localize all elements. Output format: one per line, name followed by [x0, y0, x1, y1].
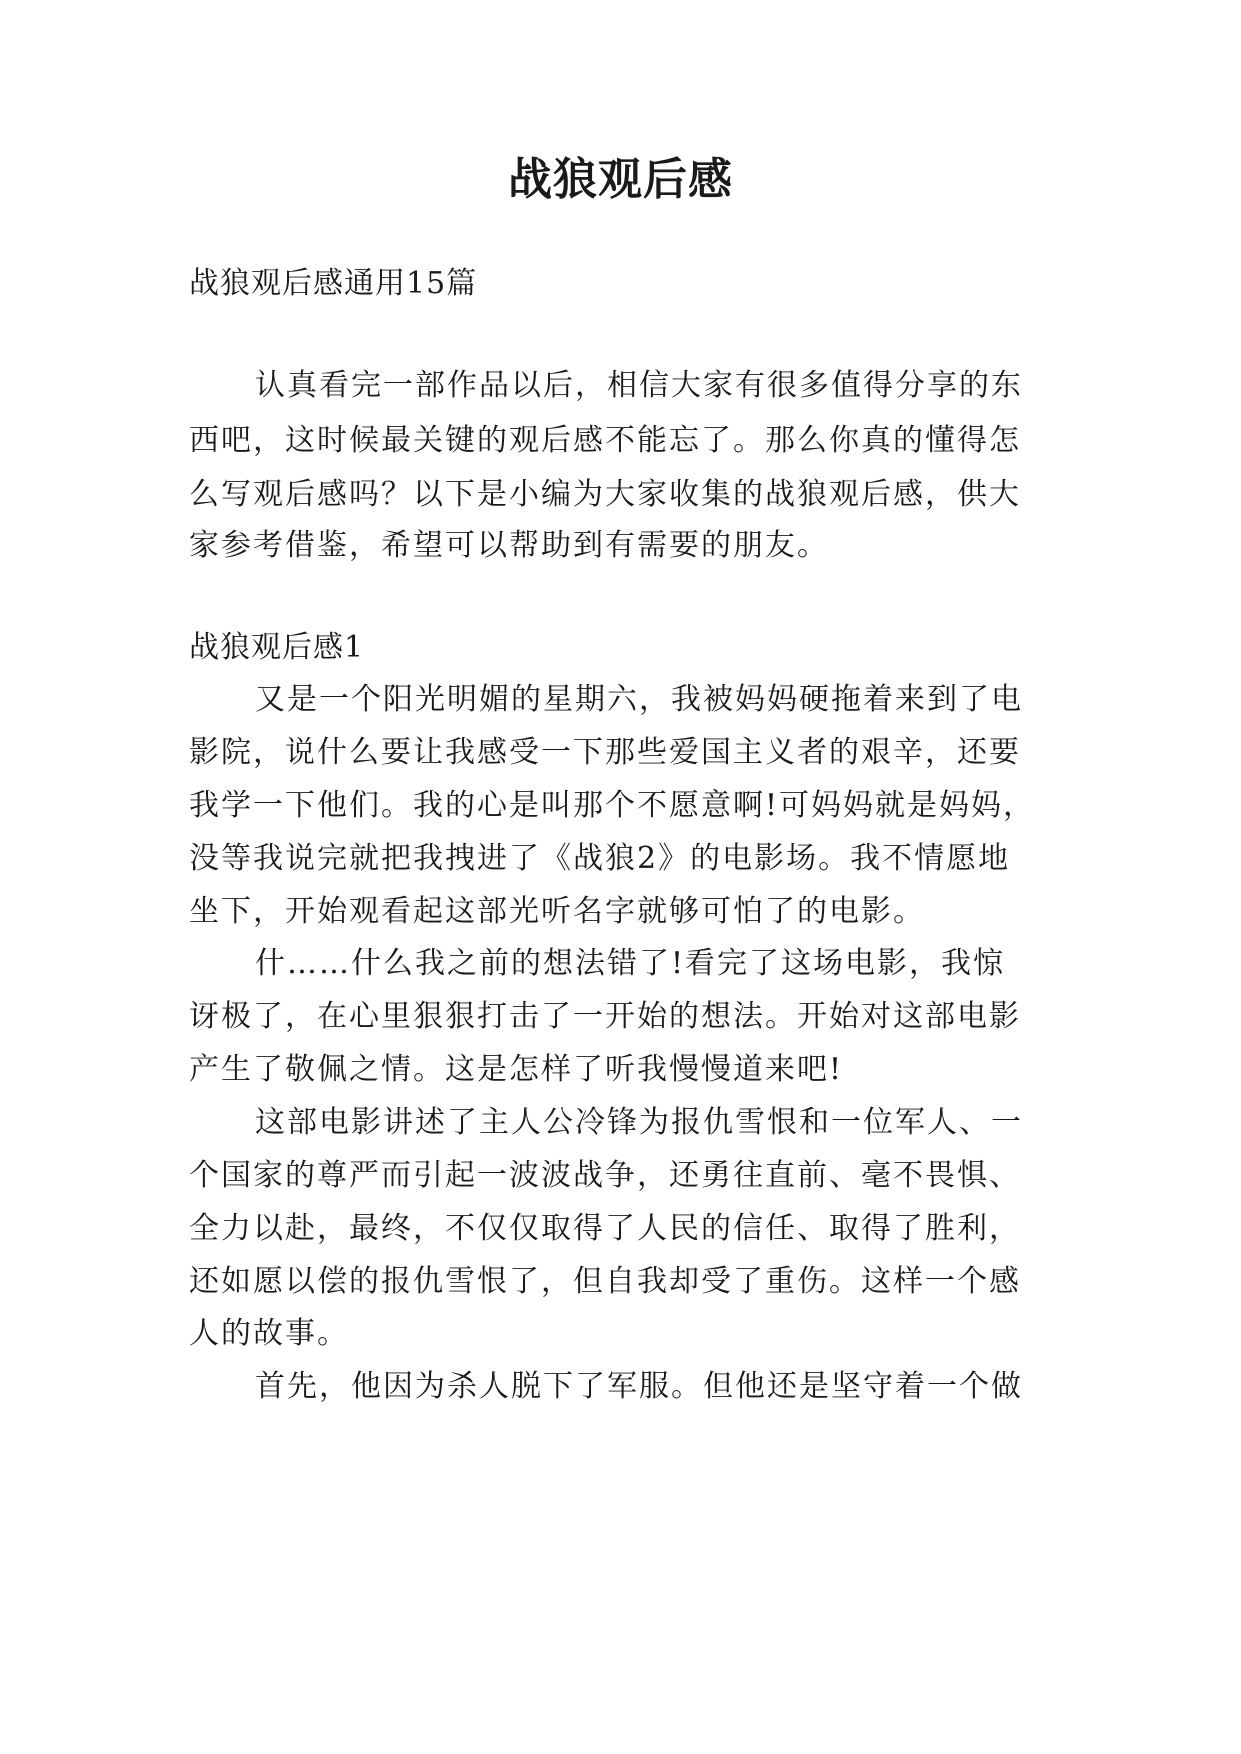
- body-line: 影院，说什么要让我感受一下那些爱国主义者的艰辛，还要: [189, 735, 1021, 770]
- body-line: 又是一个阳光明媚的星期六，我被妈妈硬拖着来到了电: [255, 682, 1023, 717]
- intro-line: 么写观后感吗？以下是小编为大家收集的战狼观后感，供大: [189, 477, 1021, 512]
- body-line: 什……什么我之前的想法错了!看完了这场电影，我惊: [255, 946, 1006, 981]
- body-line: 个国家的尊严而引起一波波战争，还勇往直前、毫不畏惧、: [189, 1158, 1021, 1193]
- intro-line: 家参考借鉴，希望可以帮助到有需要的朋友。: [189, 528, 829, 563]
- body-line: 全力以赴，最终，不仅仅取得了人民的信任、取得了胜利，: [189, 1211, 1021, 1246]
- intro-line: 西吧，这时候最关键的观后感不能忘了。那么你真的懂得怎: [189, 423, 1021, 458]
- intro-line: 认真看完一部作品以后，相信大家有很多值得分享的东: [255, 368, 1023, 403]
- body-line: 坐下，开始观看起这部光听名字就够可怕了的电影。: [189, 894, 925, 929]
- section-heading: 战狼观后感1: [189, 630, 365, 665]
- body-line: 还如愿以偿的报仇雪恨了，但自我却受了重伤。这样一个感: [189, 1264, 1021, 1299]
- body-line: 人的故事。: [189, 1316, 349, 1351]
- body-line: 这部电影讲述了主人公冷锋为报仇雪恨和一位军人、一: [255, 1105, 1023, 1140]
- body-line: 我学一下他们。我的心是叫那个不愿意啊!可妈妈就是妈妈，: [189, 788, 1036, 823]
- body-line: 产生了敬佩之情。这是怎样了听我慢慢道来吧!: [189, 1052, 844, 1087]
- body-line: 讶极了，在心里狠狠打击了一开始的想法。开始对这部电影: [189, 999, 1021, 1034]
- body-line: 没等我说完就把我拽进了《战狼2》的电影场。我不情愿地: [189, 841, 1011, 876]
- body-line: 首先，他因为杀人脱下了军服。但他还是坚守着一个做: [255, 1369, 1023, 1404]
- document-title: 战狼观后感: [508, 154, 733, 205]
- document-subtitle: 战狼观后感通用15篇: [189, 266, 478, 301]
